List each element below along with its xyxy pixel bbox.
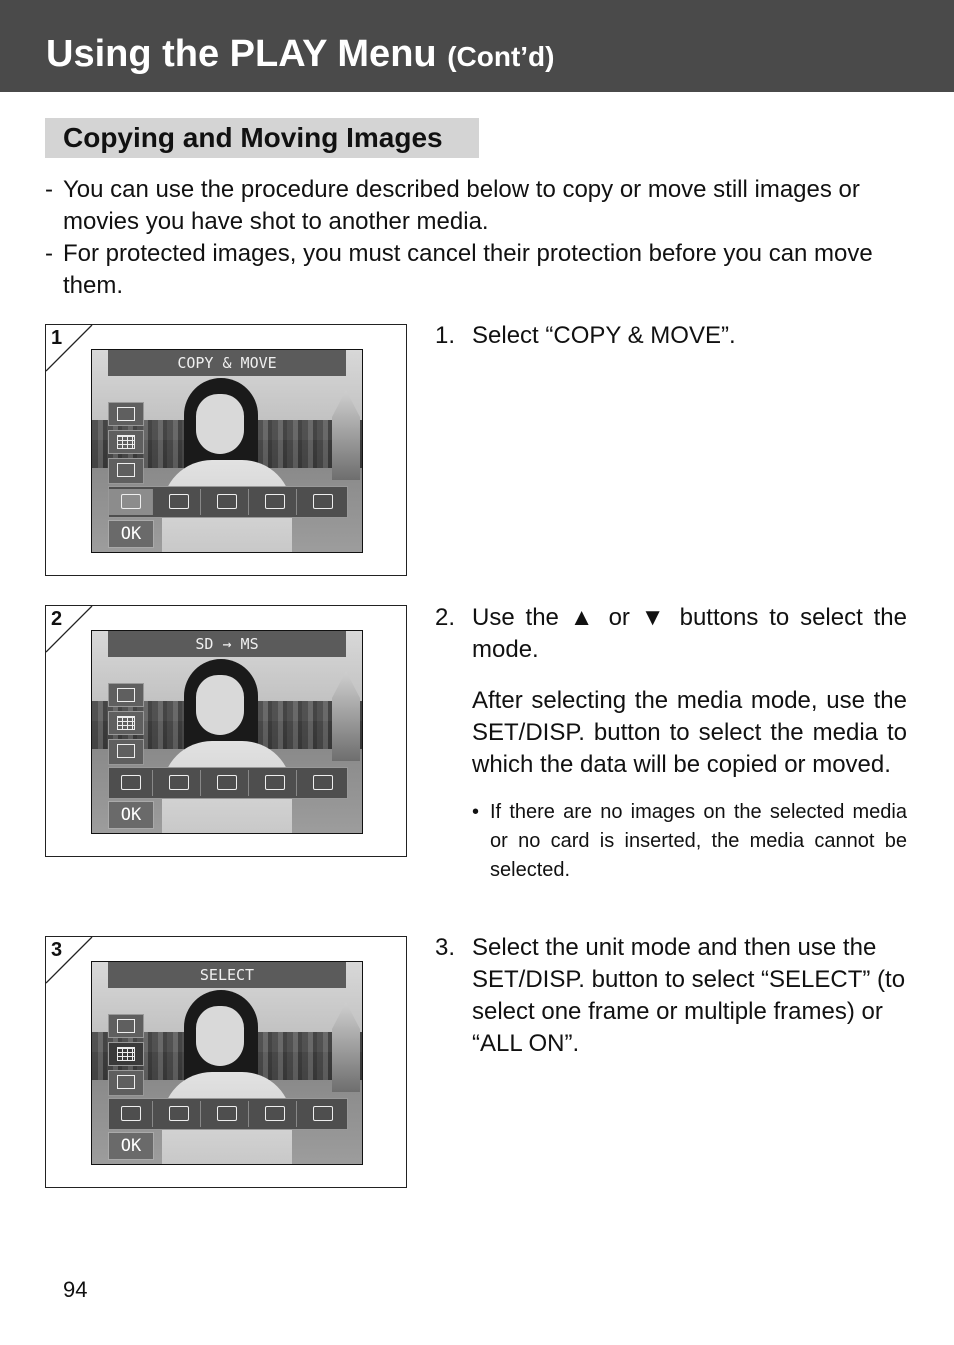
copy-move-icon (121, 1106, 141, 1121)
section-title: Copying and Moving Images (45, 118, 479, 158)
tool-bar (108, 486, 348, 518)
media-transfer-icon (117, 1075, 135, 1089)
page-number: 94 (63, 1277, 88, 1302)
step-number: 1. (435, 322, 456, 349)
note-bullet: • (472, 801, 480, 823)
media-transfer-icon (117, 463, 135, 477)
photo-person-face (196, 1006, 244, 1066)
rotate-icon (169, 775, 189, 790)
page-title-main: Using the PLAY Menu (46, 33, 437, 75)
slideshow-icon (313, 494, 333, 509)
index-grid-icon (117, 1047, 135, 1061)
ok-button: OK (108, 520, 154, 548)
menu-title-bar: COPY & MOVE (108, 350, 346, 376)
print-order-icon (265, 775, 285, 790)
figure-3 (45, 936, 407, 1188)
step-text: Use the ▲ or ▼ buttons to select the mode. (472, 604, 907, 663)
intro-list (45, 174, 907, 302)
slideshow-icon (313, 775, 333, 790)
protect-key-icon (217, 1106, 237, 1121)
figure-number: 1 (51, 327, 63, 349)
photo-person-face (196, 394, 244, 454)
tool-bar (108, 767, 348, 799)
side-item-index (108, 430, 144, 454)
intro-bullet: - (45, 176, 53, 203)
copy-move-icon (117, 688, 135, 702)
rotate-icon (169, 494, 189, 509)
side-item-index (108, 1042, 144, 1066)
tool-slideshow (301, 770, 345, 796)
step-number: 3. (435, 934, 456, 961)
protect-key-icon (217, 775, 237, 790)
camera-screen (91, 961, 363, 1165)
tool-print-order (253, 1101, 297, 1127)
tool-copy-move (109, 1101, 153, 1127)
print-order-icon (265, 494, 285, 509)
index-grid-icon (117, 716, 135, 730)
ok-button: OK (108, 801, 154, 829)
step-note (472, 798, 907, 885)
figure-2 (45, 605, 407, 857)
step-3 (435, 932, 907, 1060)
tool-rotate (157, 489, 201, 515)
step-text: Select the unit mode and then use the SET/DISP. button to select “SELECT” (to select one frame or multiple frames) or “ALL ON”. (472, 934, 906, 1057)
intro-bullet: - (45, 240, 53, 267)
page-title-suffix: (Cont’d) (447, 41, 555, 72)
copy-move-icon (117, 1019, 135, 1033)
slideshow-icon (313, 1106, 333, 1121)
copy-move-icon (121, 494, 141, 509)
tool-print-order (253, 770, 297, 796)
step-after-text: After selecting the media mode, use the SET/DISP. button to select the media to which the data will be copied or moved. (472, 687, 907, 778)
menu-title-bar: SD → MS (108, 631, 346, 657)
side-item-media (108, 739, 144, 765)
media-transfer-icon (117, 744, 135, 758)
tool-rotate (157, 770, 201, 796)
camera-screen (91, 349, 363, 553)
copy-move-icon (121, 775, 141, 790)
side-item-media (108, 458, 144, 484)
tool-protect (205, 770, 249, 796)
side-item-copy-move (108, 402, 144, 426)
figure-number: 3 (51, 939, 63, 961)
tool-slideshow (301, 489, 345, 515)
tool-bar (108, 1098, 348, 1130)
page-header (0, 0, 954, 92)
tool-copy-move (109, 770, 153, 796)
ok-button: OK (108, 1132, 154, 1160)
side-item-index (108, 711, 144, 735)
photo-person-face (196, 675, 244, 735)
note-text: If there are no images on the selected media or no card is inserted, the media cannot be selected. (490, 801, 907, 881)
protect-key-icon (217, 494, 237, 509)
side-item-media (108, 1070, 144, 1096)
tool-copy-move (109, 489, 153, 515)
menu-title-bar: SELECT (108, 962, 346, 988)
camera-screen (91, 630, 363, 834)
tool-protect (205, 1101, 249, 1127)
figure-1 (45, 324, 407, 576)
figure-number: 2 (51, 608, 63, 630)
side-item-copy-move (108, 1014, 144, 1038)
copy-move-icon (117, 407, 135, 421)
rotate-icon (169, 1106, 189, 1121)
index-grid-icon (117, 435, 135, 449)
print-order-icon (265, 1106, 285, 1121)
side-item-copy-move (108, 683, 144, 707)
intro-text: For protected images, you must cancel their protection before you can move them. (63, 240, 873, 299)
tool-print-order (253, 489, 297, 515)
intro-item (45, 238, 907, 302)
intro-text: You can use the procedure described below to copy or move still images or movies you have shot to another media. (63, 176, 860, 235)
page-title (46, 30, 554, 81)
tool-protect (205, 489, 249, 515)
step-1 (435, 320, 907, 352)
intro-item (45, 174, 907, 238)
step-2 (435, 602, 907, 885)
step-text: Select “COPY & MOVE”. (472, 322, 736, 349)
step-number: 2. (435, 604, 456, 631)
tool-rotate (157, 1101, 201, 1127)
tool-slideshow (301, 1101, 345, 1127)
